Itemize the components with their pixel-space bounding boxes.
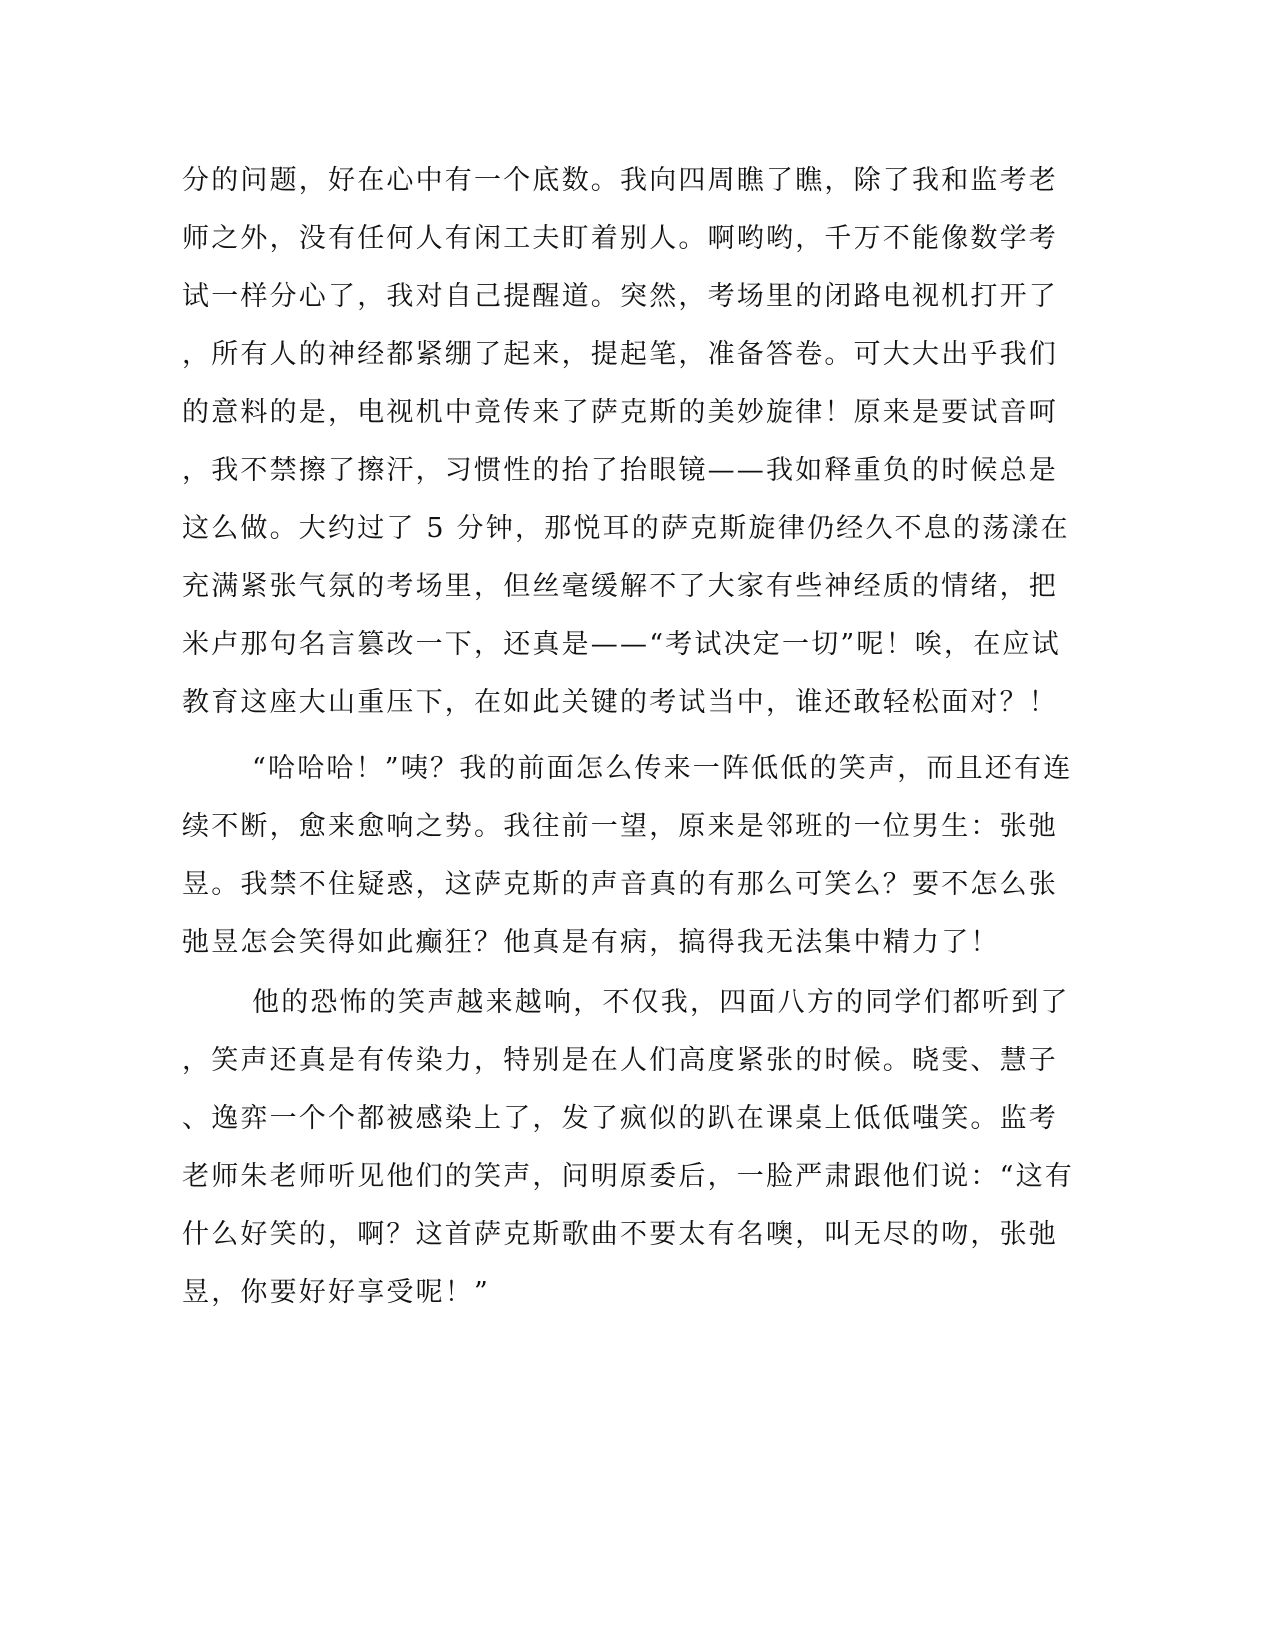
- text-line: ，笑声还真是有传染力，特别是在人们高度紧张的时候。晓雯、慧子: [182, 1045, 1058, 1076]
- text-line: 试一样分心了，我对自己提醒道。突然，考场里的闭路电视机打开了: [182, 281, 1058, 312]
- text-line: 续不断，愈来愈响之势。我往前一望，原来是邻班的一位男生：张弛: [182, 811, 1058, 842]
- paragraph-2: [182, 740, 1073, 972]
- text-line: 他的恐怖的笑声越来越响，不仅我，四面八方的同学们都听到了: [252, 987, 1070, 1018]
- text-line: 师之外，没有任何人有闲工夫盯着别人。啊哟哟，千万不能像数学考: [182, 223, 1058, 254]
- text-line: ，我不禁擦了擦汗，习惯性的抬了抬眼镜——我如释重负的时候总是: [182, 455, 1058, 486]
- text-line: 、逸弈一个个都被感染上了，发了疯似的趴在课桌上低低嗤笑。监考: [182, 1103, 1058, 1134]
- text-line: 的意料的是，电视机中竟传来了萨克斯的美妙旋律！原来是要试音呵: [182, 397, 1058, 428]
- text-line: 分的问题，好在心中有一个底数。我向四周瞧了瞧，除了我和监考老: [182, 165, 1058, 196]
- paragraph-3: [182, 974, 1075, 1322]
- text-line: “哈哈哈！”咦？我的前面怎么传来一阵低低的笑声，而且还有连: [252, 753, 1073, 784]
- text-line: 老师朱老师听见他们的笑声，问明原委后，一脸严肃跟他们说：“这有: [182, 1161, 1075, 1192]
- text-line: 米卢那句名言篡改一下，还真是——“考试决定一切”呢！唉，在应试: [182, 629, 1061, 660]
- text-line: 昱。我禁不住疑惑，这萨克斯的声音真的有那么可笑么？要不怎么张: [182, 869, 1058, 900]
- text-line: ，所有人的神经都紧绷了起来，提起笔，准备答卷。可大大出乎我们: [182, 339, 1058, 370]
- text-line: 教育这座大山重压下，在如此关键的考试当中，谁还敢轻松面对？！: [182, 687, 1058, 718]
- text-line: 什么好笑的，啊？这首萨克斯歌曲不要太有名噢，叫无尽的吻，张弛: [182, 1219, 1058, 1250]
- text-line: 弛昱怎会笑得如此癫狂？他真是有病，搞得我无法集中精力了！: [182, 927, 1000, 958]
- text-line: 充满紧张气氛的考场里，但丝毫缓解不了大家有些神经质的情绪，把: [182, 571, 1058, 602]
- paragraph-1: [182, 152, 1070, 732]
- text-line: 这么做。大约过了 5 分钟，那悦耳的萨克斯旋律仍经久不息的荡漾在: [182, 513, 1070, 544]
- text-line: 昱，你要好好享受呢！”: [182, 1277, 491, 1308]
